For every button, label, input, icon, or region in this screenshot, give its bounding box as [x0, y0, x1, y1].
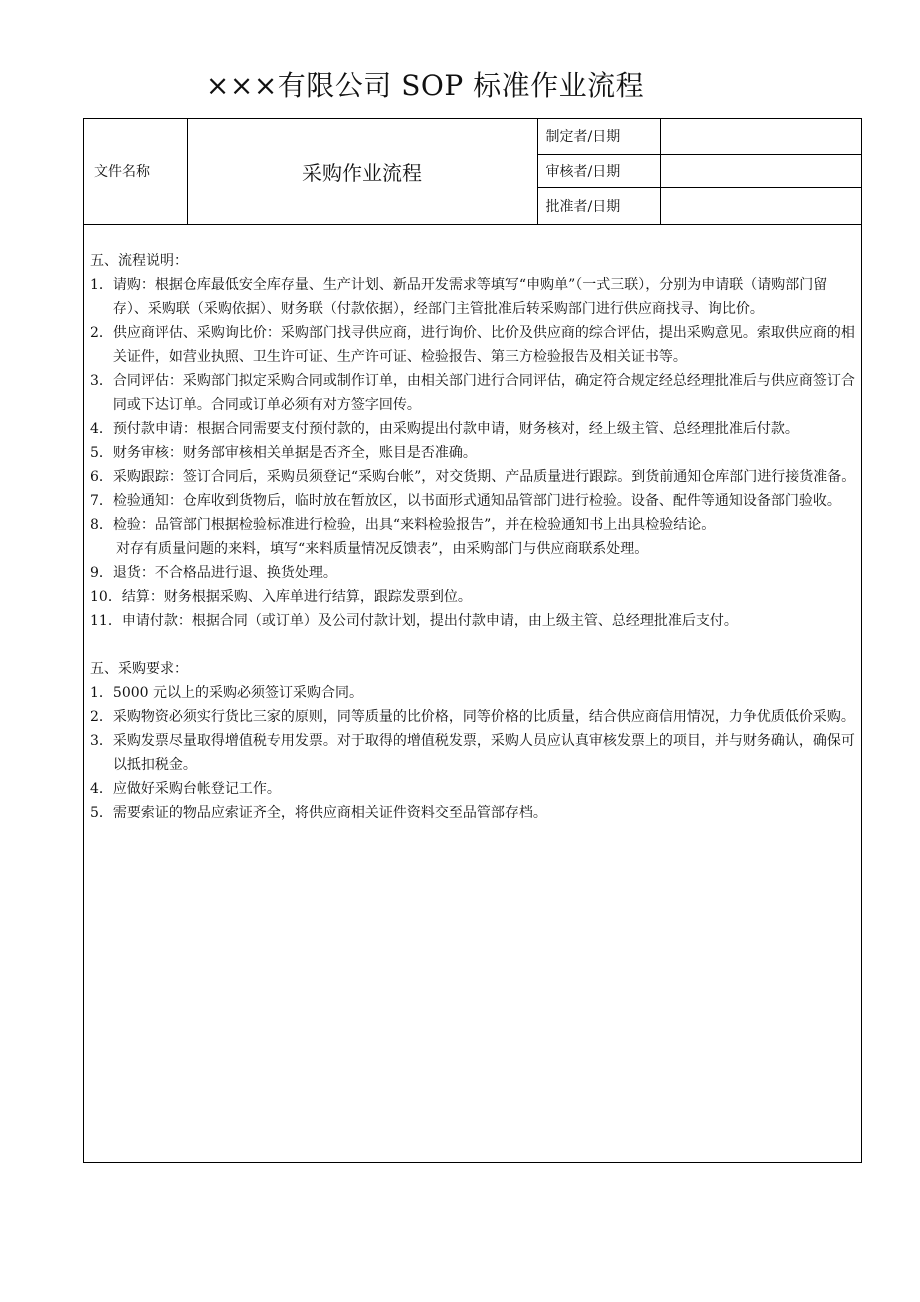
item-text: 退货：不合格品进行退、换货处理。	[112, 565, 337, 581]
document-frame	[83, 118, 862, 1163]
header-table	[84, 119, 861, 225]
item-number: 7．	[90, 493, 113, 509]
item-number: 1．	[90, 685, 113, 701]
item-text: 申请付款：根据合同（或订单）及公司付款计划，提出付款申请，由上级主管、总经理批准后支付。	[121, 613, 738, 629]
item-number: 11．	[90, 613, 122, 629]
item-number: 5．	[90, 805, 113, 821]
process-item	[90, 273, 856, 321]
item-number: 8．	[90, 517, 113, 533]
process-item	[90, 489, 856, 513]
approver-date-value	[660, 187, 861, 224]
process-item	[90, 321, 856, 369]
process-item	[90, 369, 856, 417]
item-text: 结算：财务根据采购、入库单进行结算，跟踪发票到位。	[121, 589, 472, 605]
requirement-item	[90, 801, 856, 825]
document-title: ×××有限公司 SOP 标准作业流程	[205, 69, 645, 102]
item-number: 4．	[90, 781, 113, 797]
approver-date-label: 批准者/日期	[537, 187, 660, 224]
item-number: 10．	[90, 589, 122, 605]
item-number: 3．	[90, 733, 113, 749]
reviewer-date-label: 审核者/日期	[537, 154, 660, 187]
requirements-heading: 五、采购要求：	[90, 661, 188, 677]
item-text: 采购跟踪：签订合同后，采购员须登记“采购台帐”，对交货期、产品质量进行跟踪。到货前通知仓库部门进行接货准备。	[112, 469, 856, 485]
item-number: 3．	[90, 373, 113, 389]
process-item	[90, 609, 856, 633]
item-text: 采购物资必须实行货比三家的原则，同等质量的比价格，同等价格的比质量，结合供应商信用情况，力争优质低价采购。	[112, 709, 855, 725]
item-8-note: 对存有质量问题的来料，填写“来料质量情况反馈表”，由采购部门与供应商联系处理。	[116, 541, 649, 557]
process-heading: 五、流程说明：	[90, 253, 188, 269]
author-date-value	[660, 119, 861, 154]
item-text: 合同评估：采购部门拟定采购合同或制作订单，由相关部门进行合同评估，确定符合规定经总经理批准后与供应商签订合同或下达订单。合同或订单必须有对方签字回传。	[112, 373, 855, 413]
process-item	[90, 465, 856, 489]
requirement-item	[90, 777, 856, 801]
process-item	[90, 441, 856, 465]
item-text: 预付款申请：根据合同需要支付预付款的，由采购提出付款申请，财务核对，经上级主管、总经理批准后付款。	[112, 421, 799, 437]
item-text: 检验通知：仓库收到货物后，临时放在暂放区，以书面形式通知品管部门进行检验。设备、配件等通知设备部门验收。	[112, 493, 841, 509]
item-text: 采购发票尽量取得增值税专用发票。对于取得的增值税发票，采购人员应认真审核发票上的项目，并与财务确认，确保可以抵扣税金。	[112, 733, 855, 773]
item-text: 需要索证的物品应索证齐全，将供应商相关证件资料交至品管部存档。	[112, 805, 547, 821]
author-date-label: 制定者/日期	[537, 119, 660, 154]
item-number: 2．	[90, 709, 113, 725]
item-text: 请购：根据仓库最低安全库存量、生产计划、新品开发需求等填写“申购单”（一式三联），分别为申请联（请购部门留存）、采购联（采购依据）、财务联（付款依据），经部门主管批准后转采购部门进行供应商找寻、询比价。	[112, 277, 828, 317]
item-text: 财务审核：财务部审核相关单据是否齐全，账目是否准确。	[112, 445, 477, 461]
item-number: 5．	[90, 445, 113, 461]
reviewer-date-value	[660, 154, 861, 187]
requirement-item	[90, 681, 856, 705]
item-number: 2．	[90, 325, 113, 341]
requirement-item	[90, 705, 856, 729]
section-gap	[90, 633, 856, 657]
item-number: 4．	[90, 421, 113, 437]
item-text: 5000 元以上的采购必须签订采购合同。	[112, 685, 364, 701]
requirement-item	[90, 729, 856, 777]
process-item	[90, 561, 856, 585]
process-item	[90, 513, 856, 537]
document-body	[90, 249, 856, 825]
file-name-label: 文件名称	[84, 119, 187, 224]
item-text: 检验：品管部门根据检验标准进行检验，出具“来料检验报告”，并在检验通知书上出具检验结论。	[112, 517, 716, 533]
item-number: 9．	[90, 565, 113, 581]
item-text: 供应商评估、采购询比价：采购部门找寻供应商，进行询价、比价及供应商的综合评估，提出采购意见。索取供应商的相关证件，如营业执照、卫生许可证、生产许可证、检验报告、第三方检验报告及相关证书等。	[112, 325, 855, 365]
item-number: 6．	[90, 469, 113, 485]
process-item	[90, 585, 856, 609]
file-name-value: 采购作业流程	[187, 119, 537, 224]
item-number: 1．	[90, 277, 113, 293]
item-text: 应做好采购台帐登记工作。	[112, 781, 281, 797]
process-item	[90, 417, 856, 441]
